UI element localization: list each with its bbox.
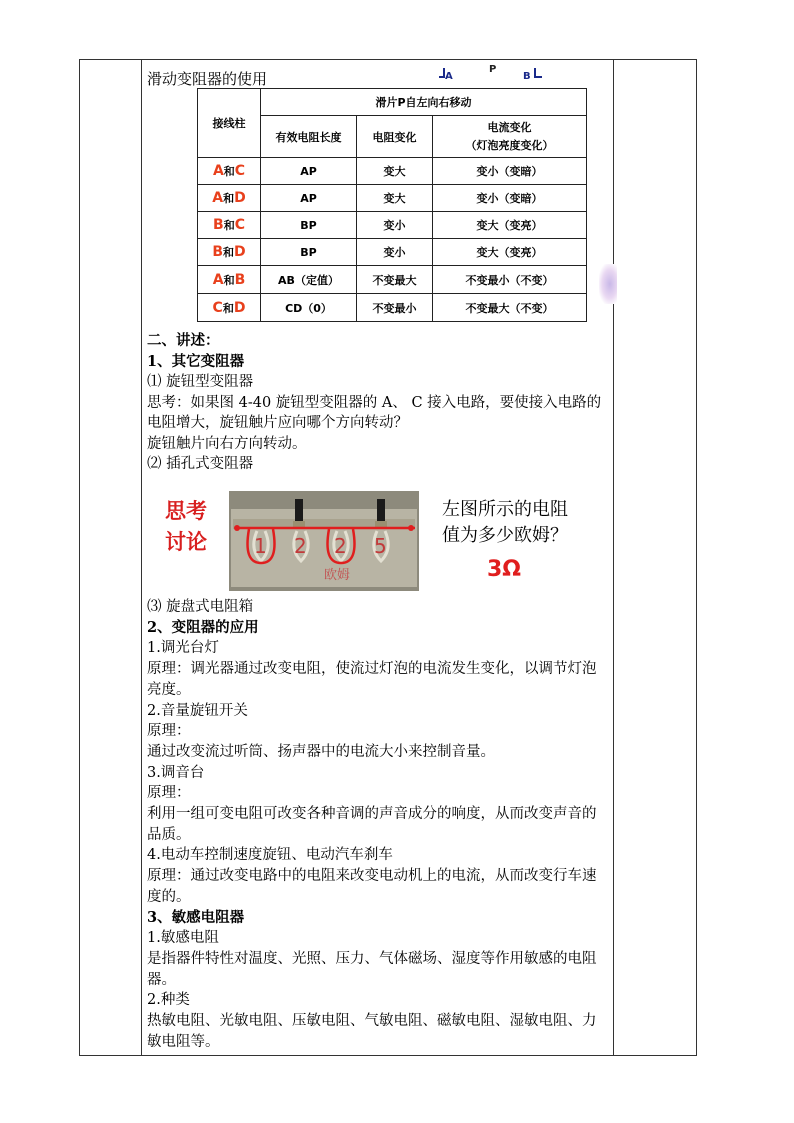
- plug-number: 2: [334, 534, 347, 558]
- table-row: A和C AP 变大 变小（变暗）: [198, 158, 587, 185]
- types-title: 2.种类: [147, 992, 190, 1009]
- app-volume-principle-label: 原理：: [147, 723, 191, 740]
- app-ev-speed: 4.电动车控制速度旋钮、电动汽车刹车: [147, 847, 393, 864]
- item-plug-rheostat: ⑵ 插孔式变阻器: [147, 456, 254, 472]
- column-divider-right: [613, 59, 614, 1056]
- figure-question: 左图所示的电阻 值为多少欧姆？: [442, 499, 568, 546]
- app-dimmer-lamp: 1.调光台灯: [147, 640, 219, 657]
- table-row: C和D CD（0） 不变最小 不变最大（不变）: [198, 294, 587, 322]
- header-slider-move: 滑片P自左向右移动: [261, 89, 587, 116]
- table-row: B和C BP 变小 变大（变亮）: [198, 212, 587, 239]
- item-knob-rheostat: ⑴ 旋钮型变阻器: [147, 374, 254, 390]
- app-mixer-principle-label: 原理：: [147, 785, 191, 802]
- terminal-b-label: B: [523, 71, 531, 82]
- app-volume-knob: 2.音量旋钮开关: [147, 702, 248, 719]
- table-row: B和D BP 变小 变大（变亮）: [198, 239, 587, 266]
- table-row: A和B AB（定值） 不变最大 不变最小（不变）: [198, 266, 587, 294]
- app-mixer: 3.调音台: [147, 764, 205, 781]
- terminal-a-label: A: [445, 71, 453, 82]
- rheostat-table: [197, 88, 587, 322]
- plug-number: 1: [254, 534, 267, 558]
- lecture-text-1: [147, 331, 609, 475]
- thinking-answer: 旋钮触片向右方向转动。: [147, 435, 307, 452]
- app-dimmer-principle: 原理：调光器通过改变电阻，使流过灯泡的电流发生变化，以调节灯泡亮度。: [147, 661, 597, 698]
- sensitive-resistor-definition: 是指器件特性对温度、光照、压力、气体磁场、湿度等作用敏感的电阻器。: [147, 950, 597, 988]
- plug-number: 2: [294, 534, 307, 558]
- subheading-applications: 2、变阻器的应用: [147, 618, 259, 636]
- ohm-label: 欧姆: [324, 568, 351, 583]
- header-resistance: 电阻变化: [357, 116, 433, 158]
- terminal-b-bracket: [534, 68, 542, 78]
- thinking-question: 思考：如果图 4-40 旋钮型变阻器的 A、 C 接入电路，要使接入电路的电阻增大，旋钮触片应向哪个方向转动？: [147, 394, 602, 431]
- section-heading: 二、讲述：: [147, 332, 220, 349]
- types-list: 热敏电阻、光敏电阻、压敏电阻、气敏电阻、磁敏电阻、湿敏电阻、力敏电阻等。: [147, 1013, 597, 1050]
- slider-p-label: P: [489, 64, 497, 75]
- header-length: 有效电阻长度: [261, 116, 357, 158]
- think-discuss-label: 思考 讨论: [165, 498, 207, 554]
- figure-answer: 3Ω: [487, 557, 522, 582]
- item-dial-resistance-box: ⑶ 旋盘式电阻箱: [147, 599, 254, 615]
- app-ev-principle: 原理：通过改变电路中的电阻来改变电动机上的电流，从而改变行车速度的。: [147, 868, 597, 905]
- header-current: 电流变化 （灯泡亮度变化）: [433, 116, 587, 158]
- slide-title: 滑动变阻器的使用: [147, 70, 268, 88]
- plug-number: 5: [374, 534, 387, 558]
- app-mixer-principle: 利用一组可变电阻可改变各种音调的声音成分的响度，从而改变声音的品质。: [147, 806, 597, 843]
- plug-rheostat-photo: [229, 491, 419, 591]
- table-row: A和D AP 变大 变小（变暗）: [198, 185, 587, 212]
- rheostat-diagram: [437, 64, 557, 86]
- column-divider-left: [141, 59, 142, 1056]
- subheading-other-rheostats: 1、其它变阻器: [147, 352, 245, 370]
- plug-rheostat-figure: [147, 487, 609, 595]
- header-terminal: 接线柱: [198, 89, 261, 158]
- sensitive-resistor-title: 1.敏感电阻: [147, 930, 219, 947]
- subheading-sensitive-resistors: 3、敏感电阻器: [147, 908, 245, 926]
- lecture-text-2: [147, 597, 609, 1052]
- app-volume-principle: 通过改变流过听筒、扬声器中的电流大小来控制音量。: [147, 743, 495, 760]
- decorative-swirl: [599, 264, 617, 304]
